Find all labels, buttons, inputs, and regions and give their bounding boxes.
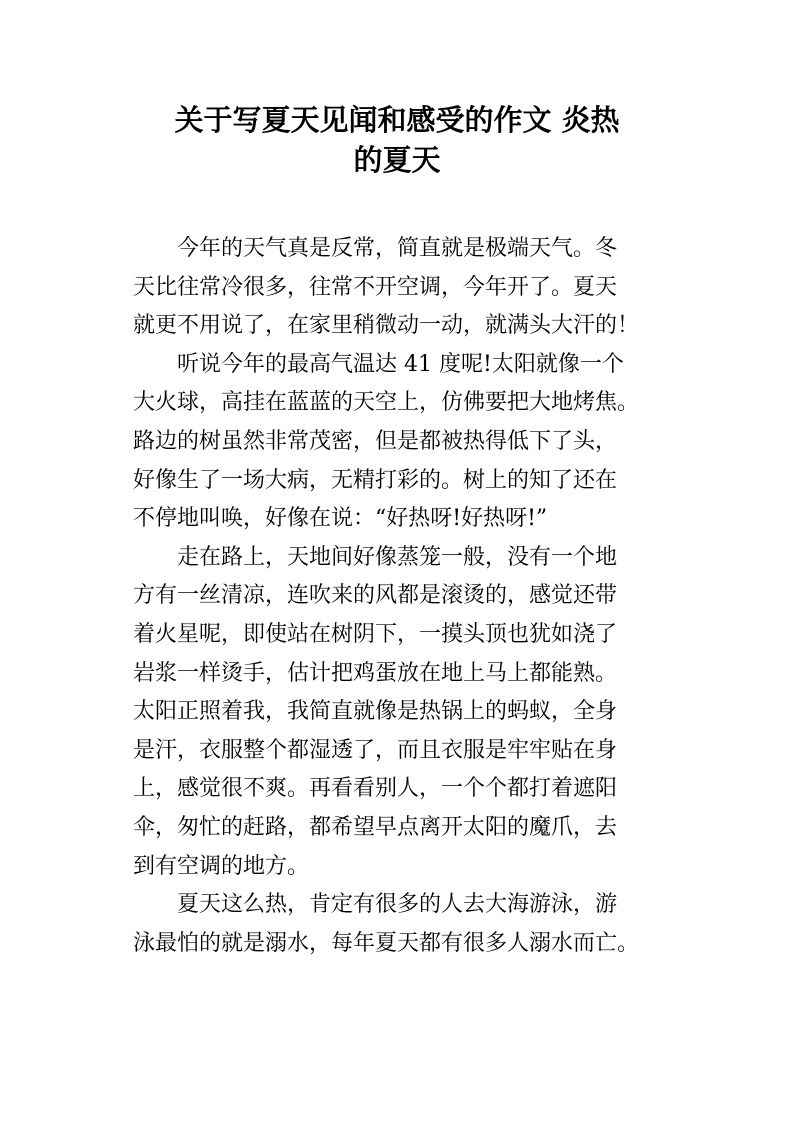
paragraph-4 [133, 886, 673, 963]
text-line: 听说今年的最高气温达 41 度呢!太阳就像一个 [177, 351, 624, 377]
text-line: 到有空调的地方。 [133, 853, 310, 879]
title-line: 关于写夏天见闻和感受的作文 炎热 [174, 103, 620, 137]
text-line: 泳最怕的就是溺水，每年夏天都有很多人溺水而亡。 [133, 930, 640, 956]
text-line: 不停地叫唤，好像在说：“好热呀!好热呀!” [133, 506, 548, 532]
title-line: 的夏天 [353, 143, 441, 177]
text-line: 今年的天气真是反常，简直就是极端天气。冬 [177, 236, 618, 261]
text-line: 路边的树虽然非常茂密，但是都被热得低下了头， [133, 428, 618, 454]
text-line: 着火星呢，即使站在树阴下，一摸头顶也犹如浇了 [133, 621, 618, 647]
text-line: 大火球，高挂在蓝蓝的天空上，仿佛要把大地烤焦。 [133, 390, 640, 416]
text-line: 上，感觉很不爽。再看看别人，一个个都打着遮阳 [133, 776, 618, 802]
document-title [120, 100, 674, 180]
text-line: 走在路上，天地间好像蒸笼一般，没有一个地 [177, 544, 618, 570]
text-line: 就更不用说了，在家里稍微动一动，就满头大汗的！ [133, 313, 640, 339]
text-line: 太阳正照着我，我简直就像是热锅上的蚂蚁，全身 [133, 699, 618, 725]
paragraph-2 [133, 346, 673, 539]
text-line: 夏天这么热，肯定有很多的人去大海游泳，游 [177, 892, 618, 918]
paragraph-3 [133, 539, 673, 886]
text-line: 是汗，衣服整个都湿透了，而且衣服是牢牢贴在身 [133, 737, 618, 763]
paragraph-1 [133, 230, 673, 346]
text-line: 岩浆一样烫手，估计把鸡蛋放在地上马上都能熟。 [133, 660, 618, 686]
text-line: 天比往常冷很多，往常不开空调，今年开了。夏天 [133, 274, 618, 300]
text-line: 方有一丝清凉，连吹来的风都是滚烫的，感觉还带 [133, 583, 618, 609]
document-body [133, 230, 673, 963]
text-line: 好像生了一场大病，无精打彩的。树上的知了还在 [133, 467, 618, 493]
text-line: 伞，匆忙的赶路，都希望早点离开太阳的魔爪，去 [133, 814, 618, 840]
